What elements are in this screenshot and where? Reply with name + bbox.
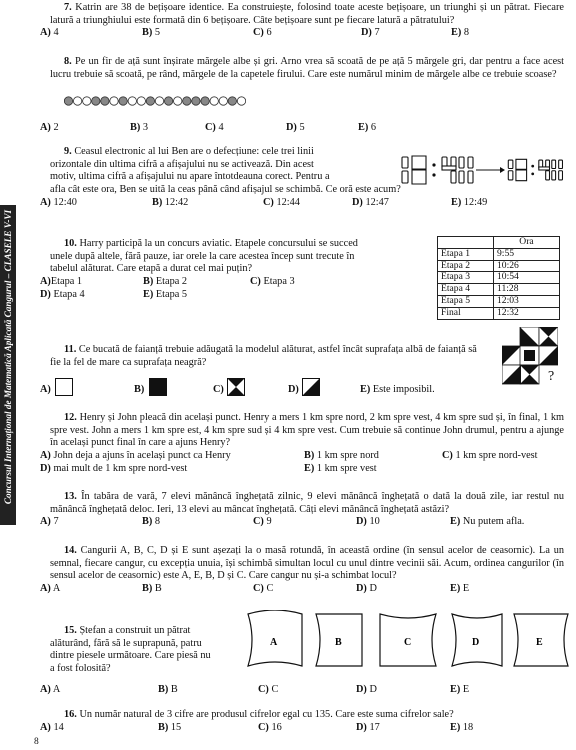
problem-13-text: 13. În tabăra de vară, 7 elevi mănâncă înghețată zilnic, 9 elevi mănâncă înghețată o dată la două zile, iar restul nu mănâncă înghețată deloc. Ieri, 13 elevi au mâncat înghețată. Câți elevi mănâncă înghețată astăzi?	[50, 491, 564, 515]
svg-text:D: D	[472, 637, 480, 648]
answer-option-d[interactable]: D) mai mult de 1 km spre nord-vest	[40, 462, 188, 474]
answer-option-c[interactable]: C) 9	[253, 516, 272, 528]
answer-option-d[interactable]: D) D	[356, 582, 377, 594]
answer-option-a[interactable]: A) 7	[40, 516, 59, 528]
gray-bead	[92, 97, 100, 105]
sidebar-title: Concursul Internațional de Matematică Aplicată Cangurul – CLASELE V-VI	[3, 209, 13, 505]
table-row: Etapa 2 10:26	[438, 260, 560, 272]
problem-10: 10. Harry participă la un concurs aviatic. Etapele concursului se succed unele după altele, fără pauze, iar orele la care acestea încep sunt trecute în tabelul alăturat. Care etapă a durat cel mai puțin? A)Etapa 1 B) Etapa 2 C) Etapa 3 D) Etapa 4 E) Etapa 5	[50, 238, 430, 302]
answer-option-a[interactable]: A) A	[40, 684, 61, 695]
answer-option-d[interactable]: D) 7	[361, 27, 380, 39]
problem-9-text: 9. Ceasul electronic al lui Ben are o defecțiune: cele trei linii	[64, 146, 314, 157]
answer-option-b[interactable]: B) 1 km spre nord	[304, 449, 379, 461]
problem-15: 15. Ștefan a construit un pătrat alăturând, fără să le suprapună, patru dintre piesele următoare. Care piesă nu a fost folosită?	[50, 625, 240, 675]
tile-option-d-icon	[302, 378, 320, 396]
white-bead	[73, 97, 81, 105]
answer-row	[40, 27, 564, 40]
white-bead	[155, 97, 163, 105]
clock-display-right	[506, 152, 564, 188]
gray-bead	[201, 97, 209, 105]
answer-option-d[interactable]: D) 12:47	[352, 196, 389, 208]
gray-bead	[183, 97, 191, 105]
problem-14	[40, 545, 564, 596]
answer-option-c[interactable]: C) 1 km spre nord-vest	[442, 449, 538, 461]
white-bead	[128, 97, 136, 105]
answer-option-b[interactable]: B) 3	[130, 122, 149, 133]
tile-option-c-icon	[227, 378, 245, 396]
answer-option-e[interactable]: E) 1 km spre vest	[304, 462, 377, 474]
answer-row	[40, 582, 564, 596]
puzzle-piece-d	[448, 610, 506, 670]
answer-option-d[interactable]: D) 10	[356, 516, 380, 528]
answer-option-d[interactable]: D) Etapa 4	[40, 288, 85, 300]
answer-option-c[interactable]: C) 16	[258, 721, 282, 733]
white-bead	[83, 97, 91, 105]
white-bead	[174, 97, 182, 105]
svg-text:A: A	[270, 637, 278, 648]
answer-option-e[interactable]: E) 6	[358, 122, 377, 133]
answer-row	[40, 684, 564, 697]
answer-row	[40, 462, 564, 476]
svg-text:B: B	[335, 637, 342, 648]
white-bead	[137, 97, 145, 105]
answer-option-e[interactable]: E) 12:49	[451, 196, 488, 208]
answer-option-d[interactable]: D)	[288, 384, 299, 395]
answer-row	[40, 275, 430, 289]
table-row: Etapa 3 10:54	[438, 272, 560, 284]
gray-bead	[192, 97, 200, 105]
table-row: Etapa 1 9:55	[438, 248, 560, 260]
problem-15-text: 15. Ștefan a construit un pătrat	[64, 625, 191, 636]
answer-option-e[interactable]: E) Este imposibil.	[360, 384, 435, 395]
problem-7	[40, 2, 564, 40]
answer-option-e[interactable]: E) E	[450, 684, 470, 695]
answer-option-d[interactable]: D) 5	[286, 122, 305, 133]
tile-option-b-icon	[149, 378, 167, 396]
problem-8	[50, 56, 564, 81]
problem-11	[50, 344, 480, 369]
gray-bead	[164, 97, 172, 105]
problem-8-text: 8. Pe un fir de ață sunt înșirate mărgele albe și gri. Arno vrea să scoată de pe ață 5 mărgele gri, dar pentru a face acest lucru trebuie să scoată, pe rând, mărgele de la capetele firului. Care este numărul minim de mărgele albe ce trebuie scoase?	[50, 56, 565, 80]
problem-14-text: 14. Cangurii A, B, C, D și E sunt așezați la o masă rotundă, în această ordine (în sensul acelor de ceasornic). La un semnal, fiecare cangur, cu excepția unuia, își schimbă simultan locul cu unul dintre vecinii săi. Acum, ordinea cangurilor (în sensul acelor de ceasornic) este A, E, B, D și C. Care cangur nu și-a schimbat locul?	[50, 545, 564, 582]
gray-bead	[119, 97, 127, 105]
answer-option-a[interactable]: A) 14	[40, 721, 64, 733]
gray-bead	[64, 97, 72, 105]
table-row: Etapa 4 11:28	[438, 284, 560, 296]
answer-row	[40, 516, 564, 529]
answer-option-a[interactable]: A) A	[40, 582, 61, 594]
answer-option-e[interactable]: E) Nu putem afla.	[450, 516, 525, 528]
answer-option-b[interactable]: B)	[134, 384, 145, 395]
answer-option-e[interactable]: E) 8	[451, 27, 470, 39]
page-number: 8	[34, 737, 39, 747]
answer-option-c[interactable]: C)	[213, 384, 224, 395]
answer-option-b[interactable]: B) 15	[158, 721, 182, 733]
table-row: Ora	[438, 237, 560, 249]
puzzle-piece-e	[510, 610, 572, 670]
answer-option-c[interactable]: C) C	[258, 684, 279, 695]
problem-11-text: 11. Ce bucată de faianță trebuie adăugată la modelul alăturat, astfel încât suprafața albă de faianță să fie la fel de mare ca suprafața neagră?	[50, 344, 477, 368]
gray-bead	[146, 97, 154, 105]
problem-12-text: 12. Henry și John pleacă din același punct. Henry a mers 1 km spre nord, 2 km spre vest, 4 km spre sud și, în final, 1 km spre vest. John a mers 1 km spre est, 4 km spre sud și 4 km spre vest. Cum trebuie să continue John drumul, pentru a ajunge în același punct final în care a ajuns Henry?	[50, 412, 564, 449]
table-row: Etapa 5 12:03	[438, 295, 560, 307]
svg-text:E: E	[536, 637, 543, 648]
answer-option-a[interactable]: A) 12:40	[40, 196, 77, 208]
arrow-right-icon	[476, 166, 506, 174]
puzzle-piece-b	[312, 610, 366, 670]
white-bead	[210, 97, 218, 105]
answer-option-b[interactable]: B) 12:42	[152, 196, 189, 208]
problem-16	[40, 709, 564, 735]
clock-display-left	[399, 152, 475, 188]
answer-option-a[interactable]: A) John deja a ajuns în același punct ca Henry	[40, 449, 231, 461]
problem-16-text: 16. Un număr natural de 3 cifre are produsul cifrelor egal cu 135. Care este suma cifrelor sale?	[64, 709, 454, 720]
answer-row	[40, 122, 564, 135]
answer-row	[40, 449, 564, 463]
puzzle-piece-c	[376, 610, 440, 670]
answer-row	[40, 721, 564, 735]
answer-option-b[interactable]: B) B	[142, 582, 162, 594]
stage-times-table	[437, 236, 560, 320]
answer-option-b[interactable]: B) 5	[142, 27, 161, 39]
table-row: Final 12:32	[438, 307, 560, 319]
problem-15-answers	[40, 684, 564, 697]
answer-option-d[interactable]: D) D	[356, 684, 377, 695]
problem-13	[40, 491, 564, 529]
answer-option-a[interactable]: A) 4	[40, 27, 59, 39]
answer-option-d[interactable]: D) 17	[356, 721, 380, 733]
answer-option-e[interactable]: E) Etapa 5	[143, 288, 188, 300]
answer-option-c[interactable]: C) 12:44	[263, 196, 300, 208]
problem-7-text: 7. Katrin are 38 de bețișoare identice. Ea construiește, folosind toate aceste bețișoare, un triunghi și un pătrat. Fiecare latură a triunghiului este formată din 6 bețișoare. Câte bețișoare sunt pe fiecare latură a pătratului?	[50, 2, 564, 26]
white-bead	[219, 97, 227, 105]
answer-option-b[interactable]: B) 8	[142, 516, 161, 528]
problem-8-answers	[40, 122, 564, 135]
problem-10-text: 10. Harry participă la un concurs aviatic. Etapele concursului se succed	[64, 238, 358, 249]
beads-on-string-figure	[64, 93, 246, 109]
problem-9: 9. Ceasul electronic al lui Ben are o defecțiune: cele trei linii orizontale din ultima cifră a afișajului nu se activează. Din acest motiv, ultima cifră a afișajului nu apare întotdeauna corect. Pentru a	[50, 146, 396, 184]
white-bead	[237, 97, 245, 105]
answer-option-e[interactable]: E) E	[450, 582, 470, 594]
answer-option-e[interactable]: E) 18	[450, 721, 474, 733]
problem-12	[40, 412, 564, 476]
puzzle-piece-a	[244, 610, 306, 670]
answer-option-c[interactable]: C) 6	[253, 27, 272, 39]
gray-bead	[101, 97, 109, 105]
question-mark: ?	[548, 369, 555, 384]
tile-option-a-icon	[55, 378, 73, 396]
answer-option-a[interactable]: A)Etapa 1	[40, 275, 83, 287]
gray-bead	[228, 97, 236, 105]
answer-option-b[interactable]: B) Etapa 2	[143, 275, 188, 287]
white-bead	[110, 97, 118, 105]
answer-row	[40, 288, 430, 302]
answer-option-a[interactable]: A)	[40, 384, 51, 395]
answer-option-c[interactable]: C) Etapa 3	[250, 275, 295, 287]
answer-option-c[interactable]: C) 4	[205, 122, 224, 133]
problem-9-tail: afla cât este ora, Ben se uită la ceas până când afișajul se schimbă. Ce oră este acum? A) 12:40 B) 12:42 C) 12:44 D) 12:47 E) 12:49	[50, 184, 564, 210]
answer-option-b[interactable]: B) B	[158, 684, 178, 695]
answer-option-a[interactable]: A) 2	[40, 122, 59, 133]
answer-option-c[interactable]: C) C	[253, 582, 274, 594]
svg-text:C: C	[404, 637, 412, 648]
